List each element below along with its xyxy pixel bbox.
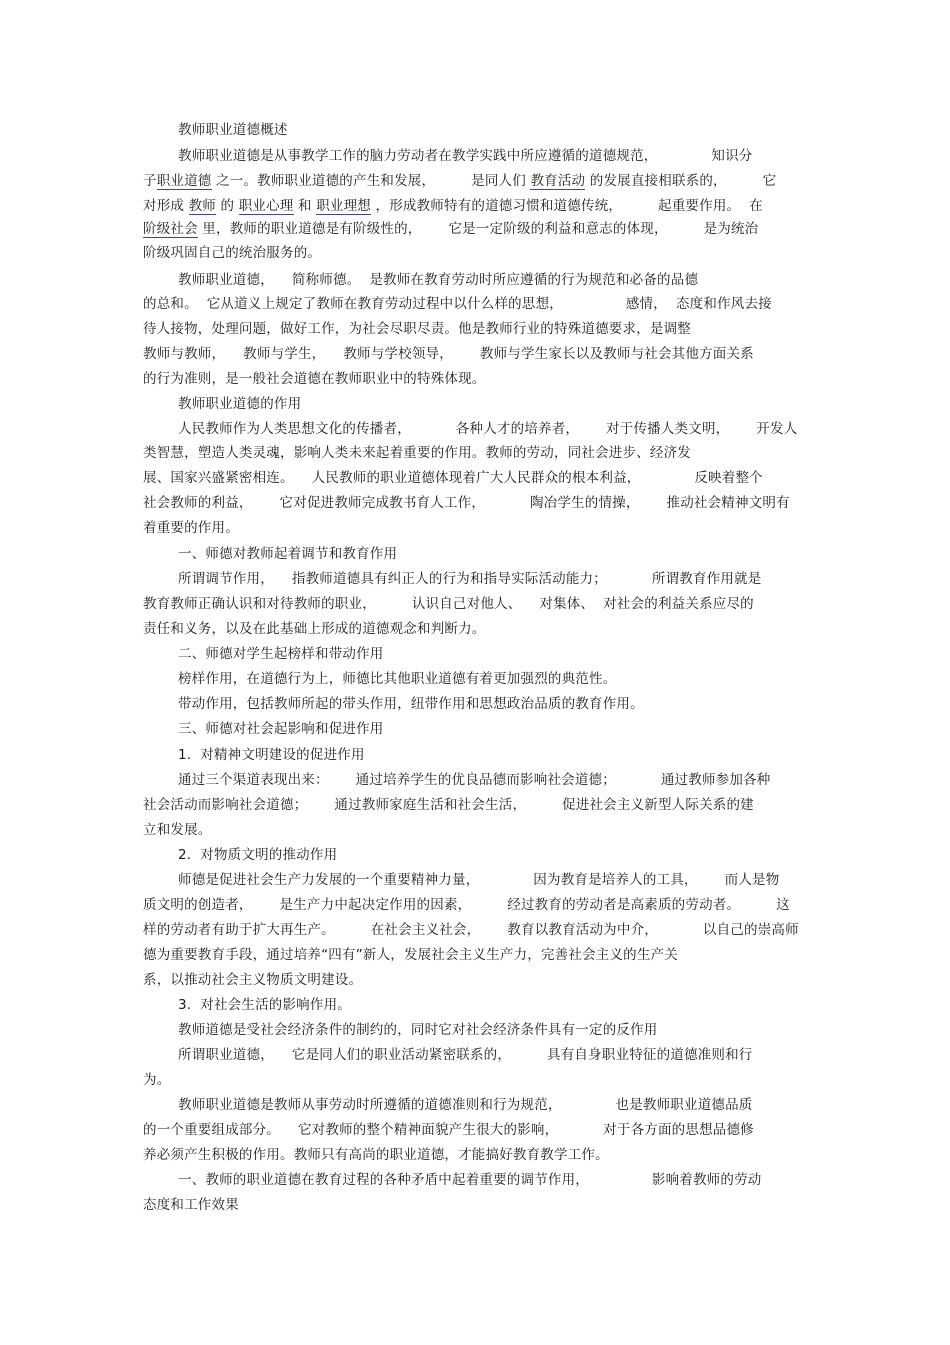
text-line: 所谓调节作用， 指教师道德具有纠正人的行为和指导实际活动能力； 所谓教育作用就是 (178, 571, 762, 587)
text-line: 的行为准则，是一般社会道德在教师职业中的特殊体现。 (143, 371, 486, 387)
text-line: 态度和工作效果 (143, 1197, 239, 1213)
text-line: 责任和义务，以及在此基础上形成的道德观念和判断力。 (143, 621, 486, 637)
text-line: 三、师德对社会起影响和促进作用 (178, 721, 384, 737)
text-line: 社会活动而影响社会道德； 通过教师家庭生活和社会生活， 促进社会主义新型人际关系的建 (143, 797, 754, 813)
text-line: 社会教师的利益， 它对促进教师完成教书育人工作， 陶冶学生的情操， 推动社会精神文明有 (143, 495, 790, 511)
hyperlink[interactable]: 阶级社会 (143, 221, 198, 237)
text-line: 人民教师作为人类思想文化的传播者， 各种人才的培养者， 对于传播人类文明， 开发人 (178, 421, 798, 437)
text-line: 阶级社会 里，教师的职业道德是有阶级性的， 它是一定阶级的利益和意志的体现， 是为统治 (143, 221, 759, 237)
text-line: 展、国家兴盛紧密相连。 人民教师的职业道德体现着广大人民群众的根本利益， 反映着整个 (143, 470, 763, 486)
text-line: 对形成 教师 的 职业心理 和 职业理想 ，形成教师特有的道德习惯和道德传统， 起重要作用。 在 (143, 198, 763, 214)
text-line: 养必须产生积极的作用。教师只有高尚的职业道德，才能搞好教育教学工作。 (143, 1147, 609, 1163)
text-line: 教师道德是受社会经济条件的制约的，同时它对社会经济条件具有一定的反作用 (178, 1022, 658, 1038)
hyperlink[interactable]: 教师 (188, 198, 216, 214)
text-line: 教师职业道德是从事教学工作的脑力劳动者在教学实践中所应遵循的道德规范， 知识分 (178, 148, 753, 164)
text-line: 教育教师正确认识和对待教师的职业， 认识自己对他人、 对集体、 对社会的利益关系应尽的 (143, 596, 754, 612)
text-line: 1. 对精神文明建设的促进作用 (178, 747, 365, 763)
text-line: 子职业道德 之一。教师职业道德的产生和发展， 是同人们 教育活动 的发展直接相联系的， 它 (143, 173, 777, 189)
text-line: 待人接物，处理问题，做好工作，为社会尽职尽责。他是教师行业的特殊道德要求，是调整 (143, 321, 691, 337)
text-line: 榜样作用，在道德行为上，师德比其他职业道德有着更加强烈的典范性。 (178, 671, 617, 687)
text-line: 的总和。 它从道义上规定了教师在教育劳动过程中以什么样的思想， 感情， 态度和作风去接 (143, 296, 772, 312)
hyperlink[interactable]: 教育活动 (530, 173, 586, 189)
text-line: 教师职业道德， 简称师德。 是教师在教育劳动时所应遵循的行为规范和必备的品德 (178, 272, 699, 288)
text-line: 所谓职业道德， 它是同人们的职业活动紧密联系的， 具有自身职业特征的道德准则和行 (178, 1047, 753, 1063)
text-line: 样的劳动者有助于扩大再生产。 在社会主义社会， 教育以教育活动为中介， 以自己的崇高师 (143, 922, 799, 938)
text-line: 教师职业道德是教师从事劳动时所遵循的道德准则和行为规范， 也是教师职业道德品质 (178, 1097, 753, 1113)
text-line: 质文明的创造者， 是生产力中起决定作用的因素， 经过教育的劳动者是高素质的劳动者。 这 (143, 897, 790, 913)
text-line: 教师职业道德概述 (178, 122, 288, 138)
text-line: 立和发展。 (143, 822, 212, 838)
text-line: 通过三个渠道表现出来： 通过培养学生的优良品德而影响社会道德； 通过教师参加各种 (178, 772, 771, 788)
text-line: 的一个重要组成部分。 它对教师的整个精神面貌产生很大的影响， 对于各方面的思想品德修 (143, 1122, 754, 1138)
text-line: 2. 对物质文明的推动作用 (178, 847, 338, 863)
text-line: 教师与教师， 教师与学生， 教师与学校领导， 教师与学生家长以及教师与社会其他方面关系 (143, 346, 754, 362)
text-line: 着重要的作用。 (143, 520, 239, 536)
text-line: 阶级巩固自己的统治服务的。 (143, 245, 322, 261)
text-line: 带动作用，包括教师所起的带头作用，纽带作用和思想政治品质的教育作用。 (178, 696, 644, 712)
text-line: 一、教师的职业道德在教育过程的各种矛盾中起着重要的调节作用， 影响着教师的劳动 (178, 1172, 762, 1188)
text-line: 教师职业道德的作用 (178, 396, 302, 412)
text-line: 为。 (143, 1072, 171, 1088)
text-line: 系，以推动社会主义物质文明建设。 (143, 972, 363, 988)
text-line: 一、师德对教师起着调节和教育作用 (178, 546, 398, 562)
hyperlink[interactable]: 职业心理 (238, 198, 294, 214)
text-line: 3. 对社会生活的影响作用。 (178, 997, 351, 1013)
text-line: 德为重要教育手段，通过培养“四有”新人，发展社会主义生产力，完善社会主义的生产关 (143, 947, 678, 963)
text-line: 二、师德对学生起榜样和带动作用 (178, 646, 384, 662)
text-line: 类智慧，塑造人类灵魂，影响人类未来起着重要的作用。教师的劳动，同社会进步、经济发 (143, 445, 691, 461)
hyperlink[interactable]: 职业理想 (316, 198, 371, 214)
text-line: 师德是促进社会生产力发展的一个重要精神力量， 因为教育是培养人的工具， 而人是物 (178, 872, 780, 888)
hyperlink[interactable]: 职业道德 (156, 173, 212, 189)
